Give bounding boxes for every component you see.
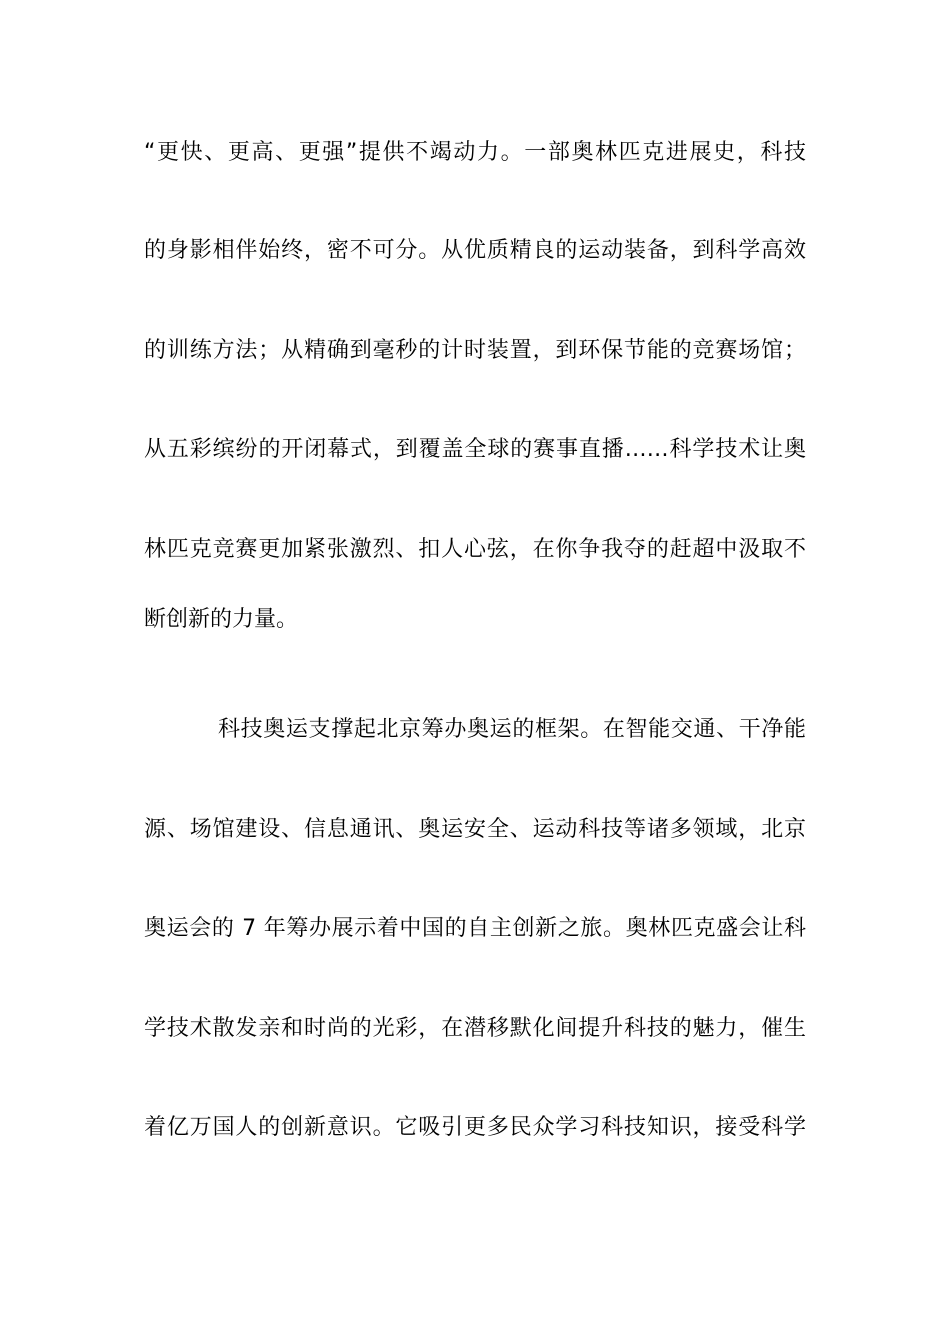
text-line: 的训练方法；从精确到毫秒的计时装置，到环保节能的竞赛场馆；	[144, 338, 806, 363]
text-line: 断创新的力量。	[144, 607, 299, 632]
text-line: 源、场馆建设、信息通讯、奥运安全、运动科技等诸多领域，北京	[144, 817, 806, 842]
text-line: 奥运会的 7 年筹办展示着中国的自主创新之旅。奥林匹克盛会让科	[144, 916, 806, 941]
text-line: 学技术散发亲和时尚的光彩，在潜移默化间提升科技的魅力，催生	[144, 1016, 806, 1041]
text-line: 的身影相伴始终，密不可分。从优质精良的运动装备，到科学高效	[144, 238, 806, 263]
text-line: “更快、更高、更强”提供不竭动力。一部奥林匹克进展史，科技	[144, 140, 806, 165]
text-line: 科技奥运支撑起北京筹办奥运的框架。在智能交通、干净能	[218, 717, 806, 742]
text-line: 从五彩缤纷的开闭幕式，到覆盖全球的赛事直播……科学技术让奥	[144, 437, 806, 462]
text-line: 林匹克竞赛更加紧张激烈、扣人心弦，在你争我夺的赶超中汲取不	[144, 537, 806, 562]
text-line: 着亿万国人的创新意识。它吸引更多民众学习科技知识，接受科学	[144, 1115, 806, 1140]
